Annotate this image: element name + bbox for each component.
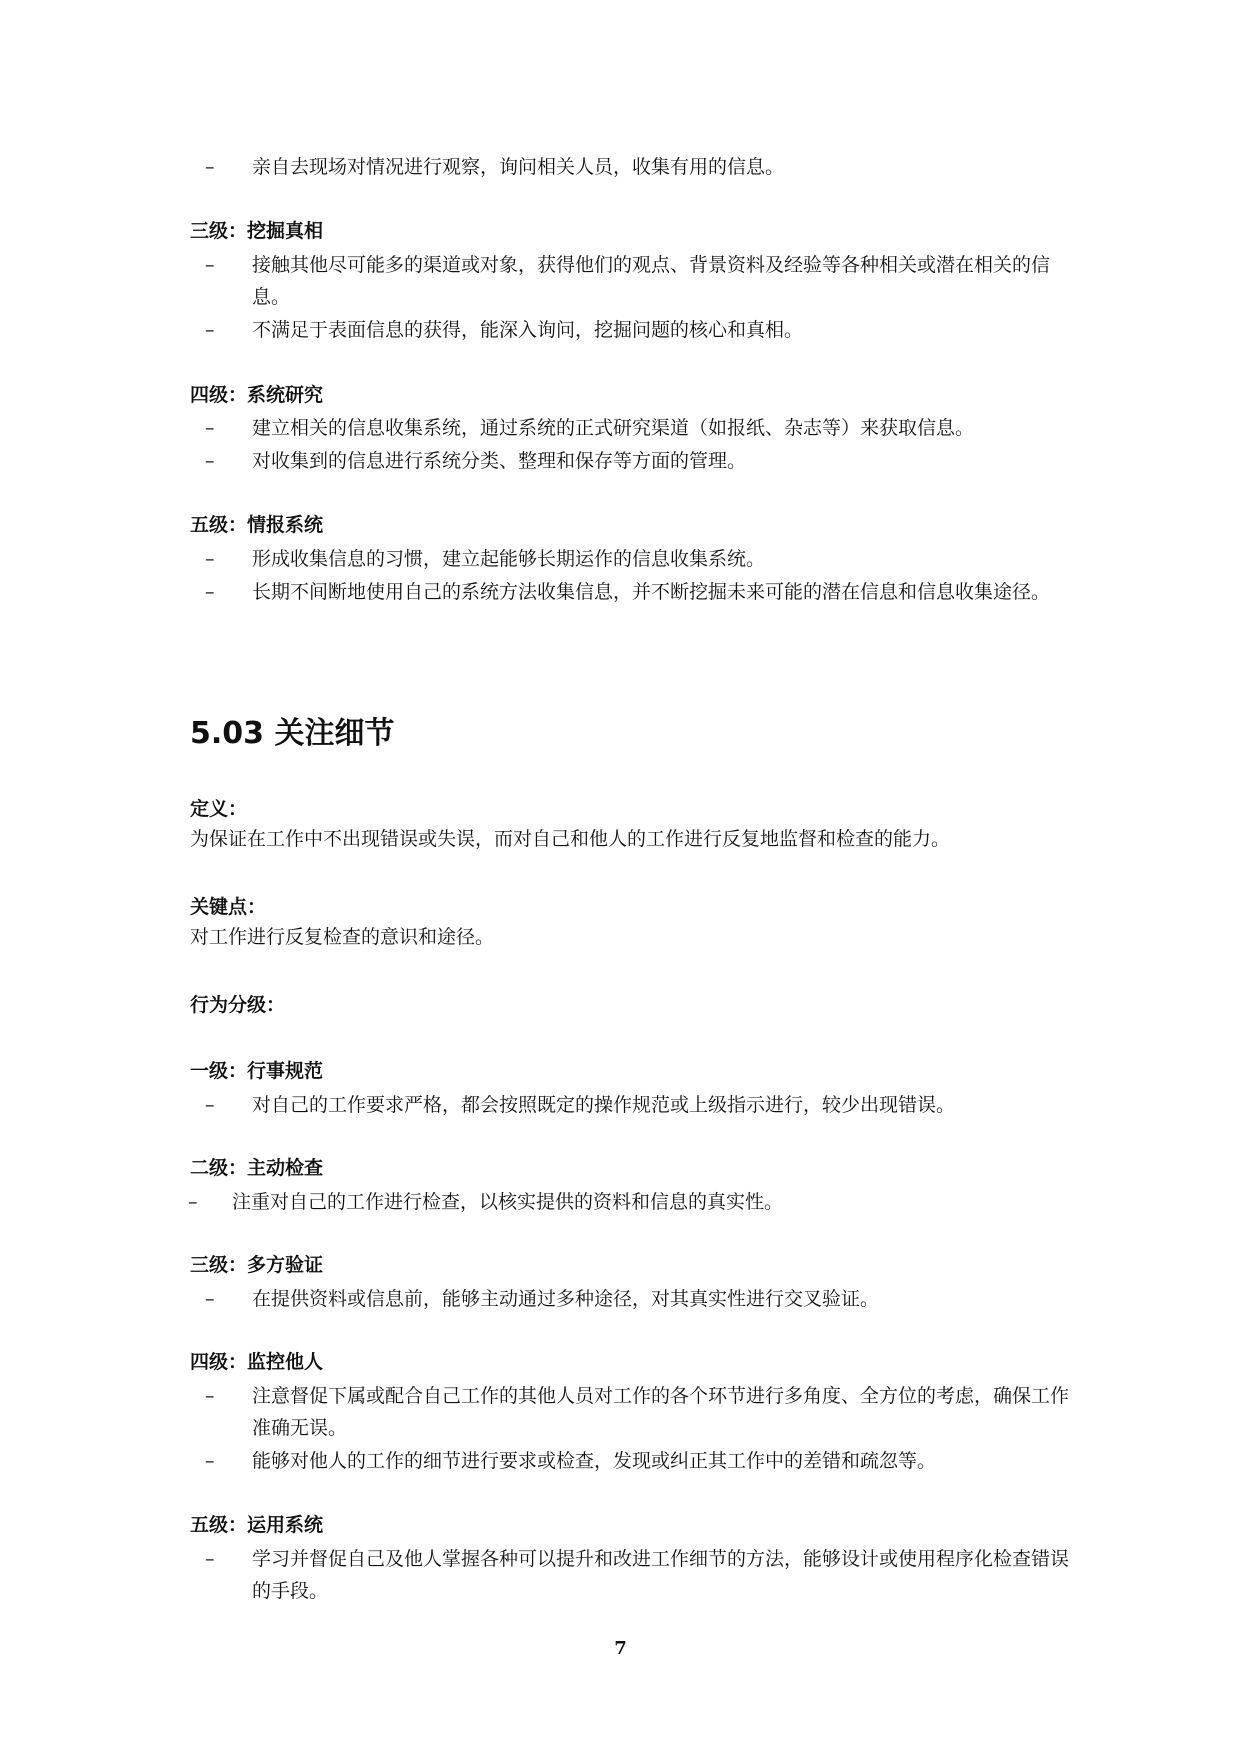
- bullet-dash: –: [205, 1385, 215, 1407]
- bullet-dash: –: [205, 1548, 215, 1570]
- bullet-dash: –: [205, 548, 215, 570]
- section-title: 5.03 关注细节: [190, 716, 395, 751]
- bullet-text: 建立相关的信息收集系统，通过系统的正式研究渠道（如报纸、杂志等）来获取信息。: [252, 417, 975, 439]
- bullet-dash: –: [205, 417, 215, 439]
- bullet-text: 注重对自己的工作进行检查，以核实提供的资料和信息的真实性。: [232, 1191, 784, 1213]
- definition-label: 定义：: [190, 798, 248, 820]
- level-heading: 二级：主动检查: [190, 1157, 324, 1179]
- bullet-text: 形成收集信息的习惯，建立起能够长期运作的信息收集系统。: [252, 548, 766, 570]
- level-heading: 三级：挖掘真相: [190, 220, 324, 242]
- definition-text: 为保证在工作中不出现错误或失误，而对自己和他人的工作进行反复地监督和检查的能力。: [190, 828, 951, 850]
- key-points-label: 关键点：: [190, 896, 267, 918]
- bullet-text: 接触其他尽可能多的渠道或对象，获得他们的观点、背景资料及经验等各种相关或潜在相关的信息。: [252, 254, 1051, 308]
- bullet-text: 长期不间断地使用自己的系统方法收集信息，并不断挖掘未来可能的潜在信息和信息收集途径。: [252, 581, 1051, 603]
- bullet-dash: –: [205, 156, 215, 178]
- grading-label: 行为分级：: [190, 994, 286, 1016]
- bullet-dash: –: [188, 1191, 198, 1213]
- bullet-dash: –: [205, 1094, 215, 1116]
- bullet-text: 不满足于表面信息的获得，能深入询问，挖掘问题的核心和真相。: [252, 319, 804, 341]
- level-heading: 四级：监控他人: [190, 1351, 324, 1373]
- bullet-text: 在提供资料或信息前，能够主动通过多种途径，对其真实性进行交叉验证。: [252, 1288, 880, 1310]
- bullet-text: 对自己的工作要求严格，都会按照既定的操作规范或上级指示进行，较少出现错误。: [252, 1094, 956, 1116]
- level-heading: 五级：运用系统: [190, 1514, 324, 1536]
- level-heading: 三级：多方验证: [190, 1254, 324, 1276]
- level-heading: 一级：行事规范: [190, 1060, 324, 1082]
- bullet-dash: –: [205, 1450, 215, 1472]
- bullet-dash: –: [205, 319, 215, 341]
- bullet-text: 能够对他人的工作的细节进行要求或检查，发现或纠正其工作中的差错和疏忽等。: [252, 1450, 937, 1472]
- bullet-text: 学习并督促自己及他人掌握各种可以提升和改进工作细节的方法，能够设计或使用程序化检查错误的手段。: [252, 1548, 1070, 1602]
- bullet-dash: –: [205, 254, 215, 276]
- bullet-text: 注意督促下属或配合自己工作的其他人员对工作的各个环节进行多角度、全方位的考虑，确保工作准确无误。: [252, 1385, 1070, 1439]
- bullet-dash: –: [205, 581, 215, 603]
- bullet-dash: –: [205, 1288, 215, 1310]
- page-number: 7: [614, 1638, 627, 1659]
- bullet-text: 亲自去现场对情况进行观察，询问相关人员，收集有用的信息。: [252, 156, 785, 178]
- bullet-text: 对收集到的信息进行系统分类、整理和保存等方面的管理。: [252, 450, 747, 472]
- level-heading: 五级：情报系统: [190, 514, 324, 536]
- level-heading: 四级：系统研究: [190, 384, 324, 406]
- bullet-dash: –: [205, 450, 215, 472]
- key-points-text: 对工作进行反复检查的意识和途径。: [190, 926, 495, 948]
